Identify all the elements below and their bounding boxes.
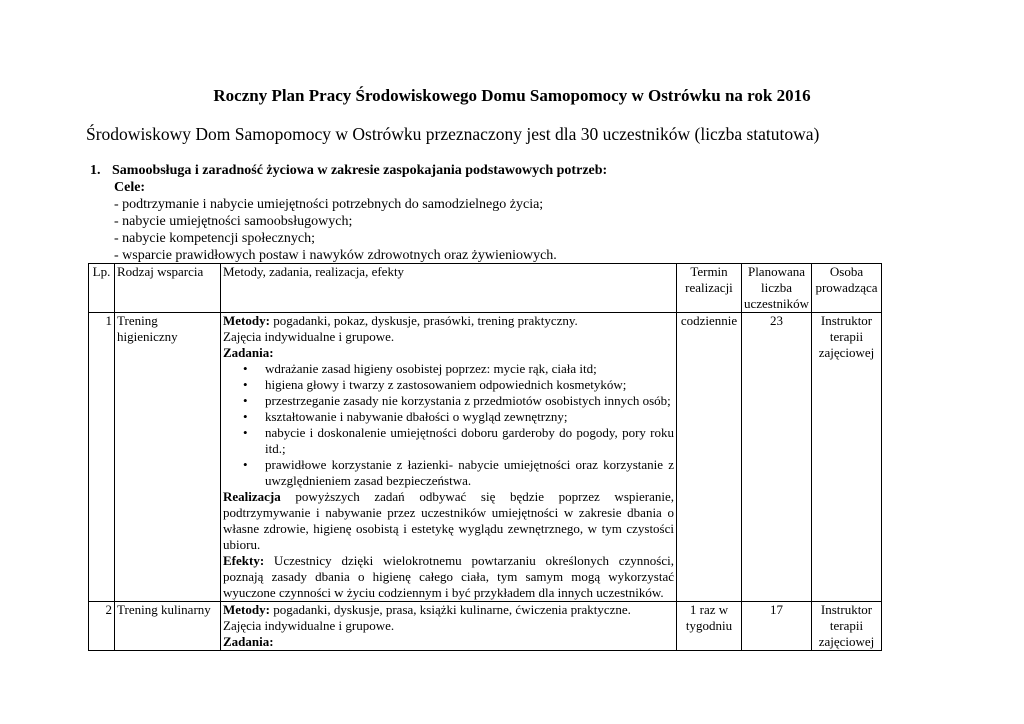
realization-text: powyższych zadań odbywać się będzie poprzez wspieranie, podtrzymywanie i nabywanie przez uczestników umiejętności w zakresie dbania o własne zdrowie, higienę osobistą i estetykę wyglądu zewnętrznego, w tym czystości ubioru.: [223, 489, 674, 552]
row-person: Instruktor terapii zajęciowej: [812, 313, 882, 602]
table-header-row: [89, 264, 882, 313]
mode-text: Zajęcia indywidualne i grupowe.: [223, 329, 395, 344]
header-type: Rodzaj wsparcia: [115, 264, 221, 313]
goal-item: - wsparcie prawidłowych postaw i nawyków zdrowotnych oraz żywieniowych.: [114, 248, 557, 263]
row-methods: [221, 602, 677, 651]
row-methods: [221, 313, 677, 602]
methods-text: pogadanki, dyskusje, prasa, książki kulinarne, ćwiczenia praktyczne.: [269, 602, 631, 617]
row-term: codziennie: [677, 313, 742, 602]
row-lp: 1: [89, 313, 115, 602]
task-list: [223, 361, 674, 489]
tasks-label: Zadania:: [223, 634, 274, 649]
methods-text: pogadanki, pokaz, dyskusje, prasówki, trening praktyczny.: [269, 313, 578, 328]
goal-item: - nabycie umiejętności samoobsługowych;: [114, 214, 353, 229]
methods-label: Metody:: [223, 313, 270, 328]
tasks-label: Zadania:: [223, 345, 274, 360]
header-count: Planowana liczba uczestników: [742, 264, 812, 313]
table-row: [89, 602, 882, 651]
task-item: • nabycie i doskonalenie umiejętności doboru garderoby do pogody, pory roku itd.;: [265, 425, 674, 457]
row-type: Trening higieniczny: [115, 313, 221, 602]
section-1: [90, 162, 607, 264]
effects-text: Uczestnicy dzięki wielokrotnemu powtarzaniu określonych czynności, poznają zasady dbania o higienę całego ciała, tym samym mogą wykorzystać wyuczone czynności w życiu codziennym i być przykładem dla innych uczestników.: [223, 553, 674, 600]
task-item: • prawidłowe korzystanie z łazienki- nabycie umiejętności oraz korzystanie z uwzględnieniem zasad bezpieczeństwa.: [265, 457, 674, 489]
goals-label: Cele:: [114, 180, 146, 195]
goal-item: - podtrzymanie i nabycie umiejętności potrzebnych do samodzielnego życia;: [114, 197, 544, 212]
page-subtitle: Środowiskowy Dom Samopomocy w Ostrówku przeznaczony jest dla 30 uczestników (liczba statutowa): [86, 124, 820, 144]
methods-label: Metody:: [223, 602, 270, 617]
header-term: Termin realizacji: [677, 264, 742, 313]
row-person: Instruktor terapii zajęciowej: [812, 602, 882, 651]
header-lp: Lp.: [89, 264, 115, 313]
task-item: • higiena głowy i twarzy z zastosowaniem odpowiednich kosmetyków;: [265, 377, 674, 393]
row-term: 1 raz w tygodniu: [677, 602, 742, 651]
task-item: • wdrażanie zasad higieny osobistej poprzez: mycie rąk, ciała itd;: [265, 361, 674, 377]
row-lp: 2: [89, 602, 115, 651]
effects-label: Efekty:: [223, 553, 265, 568]
section-number: 1.: [90, 163, 101, 178]
table-row: [89, 313, 882, 602]
section-heading-text: Samoobsługa i zaradność życiowa w zakresie zaspokajania podstawowych potrzeb:: [112, 163, 608, 178]
task-item: • przestrzeganie zasady nie korzystania z przedmiotów osobistych innych osób;: [265, 393, 674, 409]
page-title: Roczny Plan Pracy Środowiskowego Domu Samopomocy w Ostrówku na rok 2016: [213, 86, 811, 105]
mode-text: Zajęcia indywidualne i grupowe.: [223, 618, 395, 633]
task-item: • kształtowanie i nabywanie dbałości o wygląd zewnętrzny;: [265, 409, 674, 425]
goal-item: - nabycie kompetencji społecznych;: [114, 231, 315, 246]
section-heading: [90, 162, 607, 179]
goals-block: [90, 179, 607, 264]
row-count: 17: [742, 602, 812, 651]
realization-label: Realizacja: [223, 489, 281, 504]
header-methods: Metody, zadania, realizacja, efekty: [221, 264, 677, 313]
row-count: 23: [742, 313, 812, 602]
row-type: Trening kulinarny: [115, 602, 221, 651]
header-person: Osoba prowadząca: [812, 264, 882, 313]
plan-table: [88, 263, 882, 651]
